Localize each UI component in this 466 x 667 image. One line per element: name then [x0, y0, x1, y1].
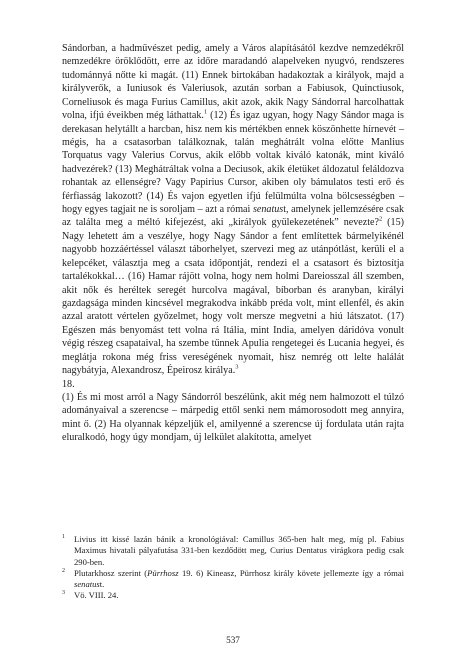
- text-run: Plutarkhosz szerint (: [74, 567, 148, 578]
- italic-term: senatus: [74, 579, 100, 590]
- italic-title: Pürrhosz: [147, 567, 179, 578]
- page-number: 537: [226, 635, 240, 645]
- text-run: Sándorban, a hadművészet pedig, amely a Város alapításától kezdve nemzedékről nemzedékre öröklődött, erre az időre maradandó alapelveken nyugvó, rendszeres tudománnyá nőtte ki magát. (11) Ennek birtokában hadakoztak a királyok, majd a királyverők, a Iuniusok és Valeriusok, azután sorban a Fabiusok, Quinctiusok, Corneliusok és maga Furius Camillus, akit azok, akik Nagy Sándorral harcolhattak volna, ifjú éveikben még láthattak.: [62, 43, 404, 122]
- footnotes: [62, 534, 404, 602]
- footnote-ref-2: 2: [379, 216, 383, 224]
- text-run: 19. 6) Kineasz, Pürrhosz király követe jellemezte így a római: [178, 567, 404, 578]
- footnote-2: [62, 568, 404, 591]
- footnote-mark: 2: [62, 567, 65, 574]
- section-number: 18.: [62, 378, 75, 390]
- text-run: (15) Nagy lehetett ám a veszélye, hogy Nagy Sándor a fent említettek bármelyikénél nagyobb hozzáértéssel választ táborhelyet, szervezi meg az utánpótlást, kerüli el a kelepcéket, választja meg a csata időpontját, rendezi el a csatasort és biztosítja tartalékokkal… (16) Hamar rájött volna, hogy nem holmi Dareiosszal áll szemben, akit nők és heréltek seregét hurcolva magával, bíborban és aranyban, királyi gazdagsága minden kincsével megrakodva inkább préda volt, mint ellenfél, és akin azzal aratott vértelen győzelmet, hogy volt mersze megvetni a hiú látszatot. (17) Egészen más benyomást tett volna rá Itália, mint India, amelyen dáridóva vonult végig részeg csapataival, ha szembe tűnnek Apulia rengetegei és Lucania hegyei, és meglátja rokona még friss vereségének nyomait, hisz nemrég ott lelte halálát nagybátyja, Alexandrosz, Épeirosz királya.: [62, 217, 404, 377]
- footnote-ref-1: 1: [203, 108, 208, 116]
- footnote-text: Vö. VIII. 24.: [74, 590, 119, 601]
- text-run: t.: [99, 579, 105, 590]
- text-run: (12) És igaz ugyan, hogy Nagy Sándor maga is derekasan helytállt a harcban, hisz nem kis mértékben ennek köszönhette hírnevét – mégis, ha a csatasorban találkoznak, talán meghátrált volna előtte Manlius Torquatus vagy Valerius Corvus, akik előbb voltak kiváló katonák, mint kiváló hadvezérek? (13) Meghátráltak volna a Deciusok, akik életüket áldozatul feláldozva rohantak az ellenségre? Vagy Papirius Cursor, akiben oly bámulatos testi erő és férfiasság lakozott? (14) És vajon egyetlen ifjú felülmúlta volna bölcsességben – hogy egyes tagjait ne is soroljam – azt a római: [62, 110, 404, 216]
- footnote-mark: 1: [62, 534, 65, 540]
- paragraph-1: [62, 42, 404, 378]
- text-run: t, amelynek jellemzésére csak az találta meg a méltó kifejezést, aki „királyok gyülekezetének” nevezte?: [62, 204, 404, 229]
- footnote-1: [62, 534, 404, 568]
- footnote-ref-3: 3: [235, 363, 239, 371]
- paragraph-2: (1) És mi most arról a Nagy Sándorról beszélünk, akit még nem halmozott el túlzó adományaival a szerencse – márpedig ettől senki nem mámorosodott meg annyira, mint ő. (2) Ha olyannak képzeljük el, amilyenné a szerencse új fordulata után rajta eluralkodó, hogy úgy mondjam, új lelkület alakította, amelyet: [62, 391, 404, 444]
- footnote-text: [74, 568, 404, 591]
- footnote-3: [62, 590, 404, 601]
- italic-term: senatus: [252, 204, 284, 216]
- footnote-mark: 3: [62, 590, 65, 597]
- footnote-text: Livius itt kissé lazán bánik a kronológiával: Camillus 365-ben halt meg, míg pl. Fabius Maximus hivatali pályafutása 331-ben kezdődött meg, Curius Dentatus virágkora pedig csak 290-ben.: [74, 534, 404, 567]
- main-text: [62, 42, 404, 445]
